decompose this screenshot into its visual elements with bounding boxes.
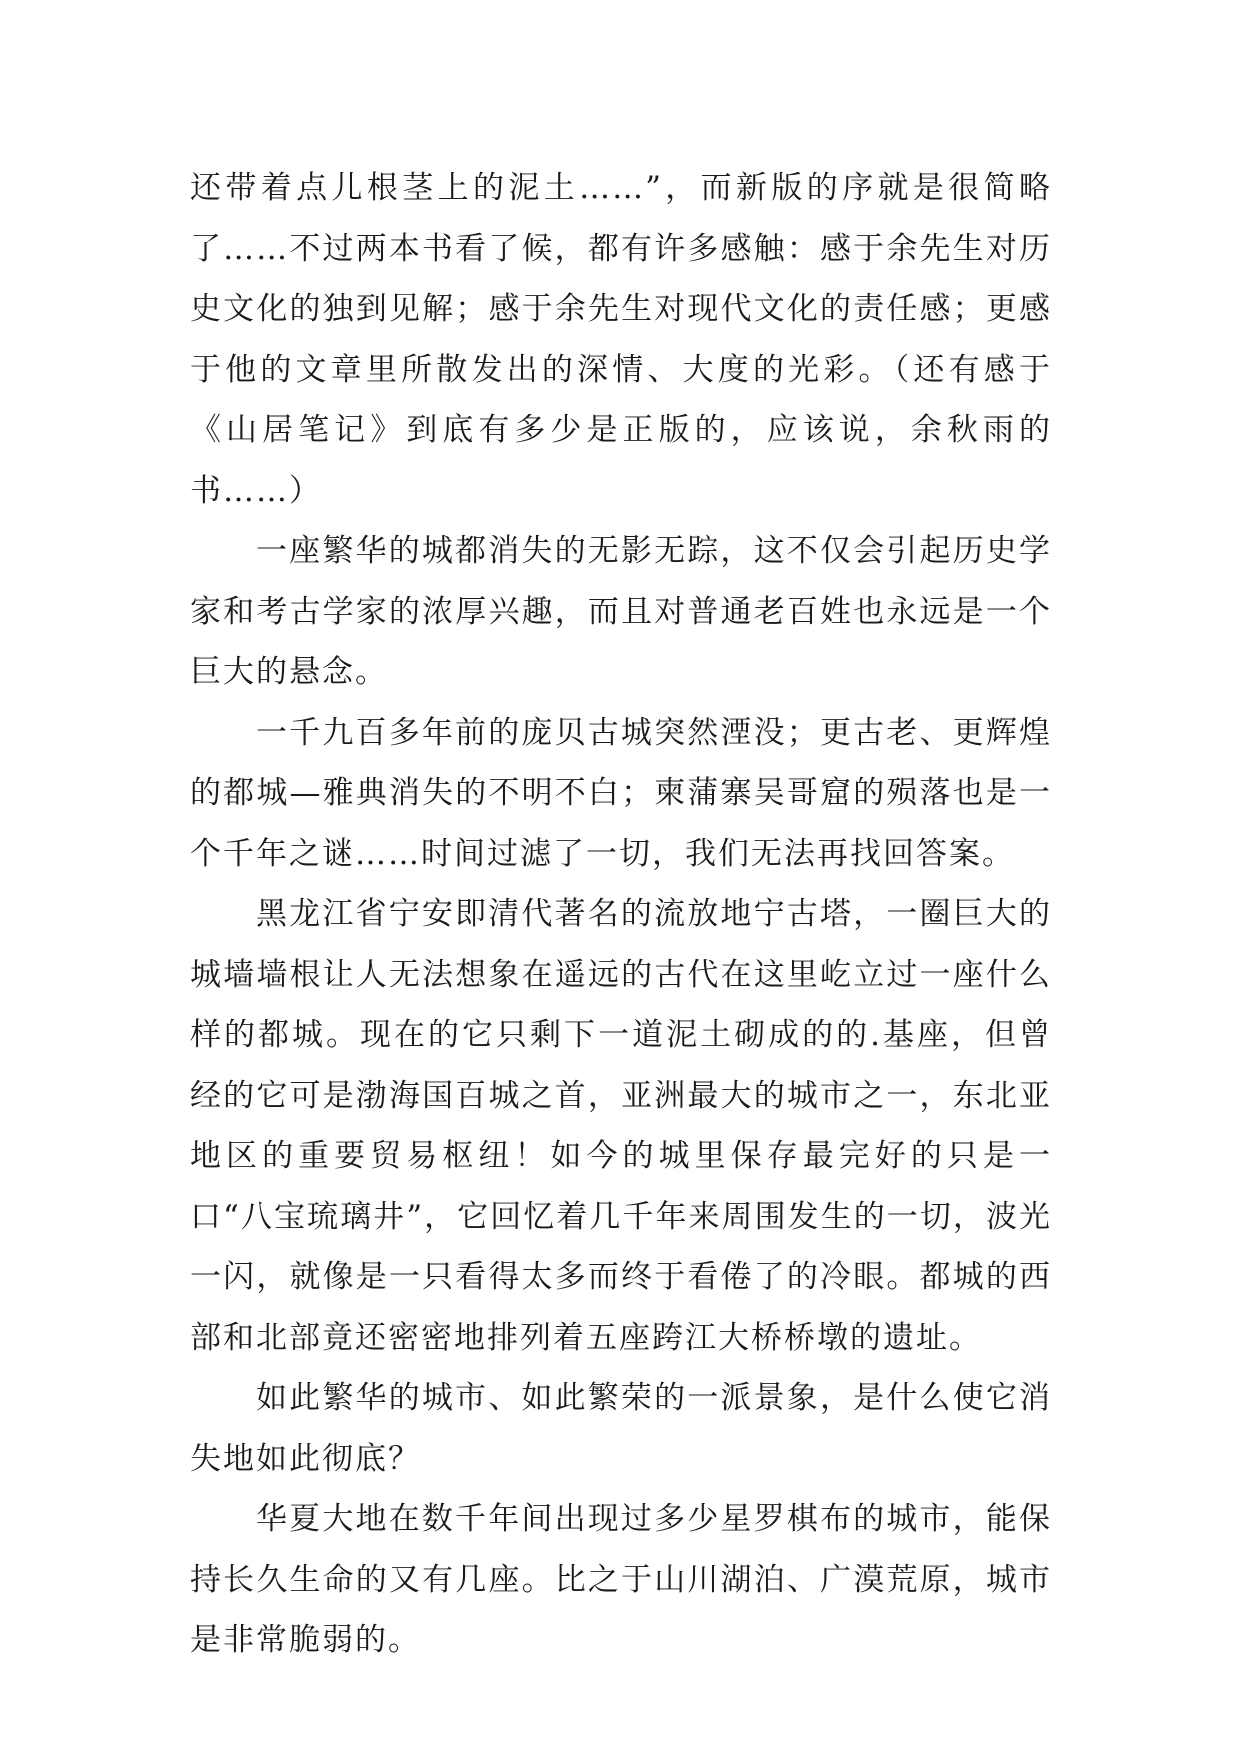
paragraph-5: 如此繁华的城市、如此繁荣的一派景象，是什么使它消失地如此彻底？ bbox=[190, 1380, 1052, 1477]
paragraph-6: 华夏大地在数千年间出现过多少星罗棋布的城市，能保持长久生命的又有几座。比之于山川湖泊、广漠荒原，城市是非常脆弱的。 bbox=[190, 1501, 1052, 1658]
document-body bbox=[190, 158, 1052, 1671]
paragraph-4: 黑龙江省宁安即清代著名的流放地宁古塔，一圈巨大的城墙墙根让人无法想象在遥远的古代在这里屹立过一座什么样的都城。现在的它只剩下一道泥土砌成的的.基座，但曾经的它可是渤海国百城之首，亚洲最大的城市之一，东北亚地区的重要贸易枢纽！如今的城里保存最完好的只是一口“八宝琉璃井”，它回忆着几千年来周围发生的一切，波光一闪，就像是一只看得太多而终于看倦了的冷眼。都城的西部和北部竟还密密地排列着五座跨江大桥桥墩的遗址。 bbox=[190, 896, 1052, 1356]
paragraph-1: 还带着点儿根茎上的泥土……”，而新版的序就是很简略了……不过两本书看了候，都有许多感触：感于余先生对历史文化的独到见解；感于余先生对现代文化的责任感；更感于他的文章里所散发出的深情、大度的光彩。（还有感于《山居笔记》到底有多少是正版的，应该说，余秋雨的书……） bbox=[190, 170, 1052, 509]
paragraph-3: 一千九百多年前的庞贝古城突然湮没；更古老、更辉煌的都城—雅典消失的不明不白；柬蒲寨吴哥窟的殒落也是一个千年之谜……时间过滤了一切，我们无法再找回答案。 bbox=[190, 714, 1052, 872]
paragraph-2: 一座繁华的城都消失的无影无踪，这不仅会引起历史学家和考古学家的浓厚兴趣，而且对普通老百姓也永远是一个巨大的悬念。 bbox=[190, 533, 1052, 690]
